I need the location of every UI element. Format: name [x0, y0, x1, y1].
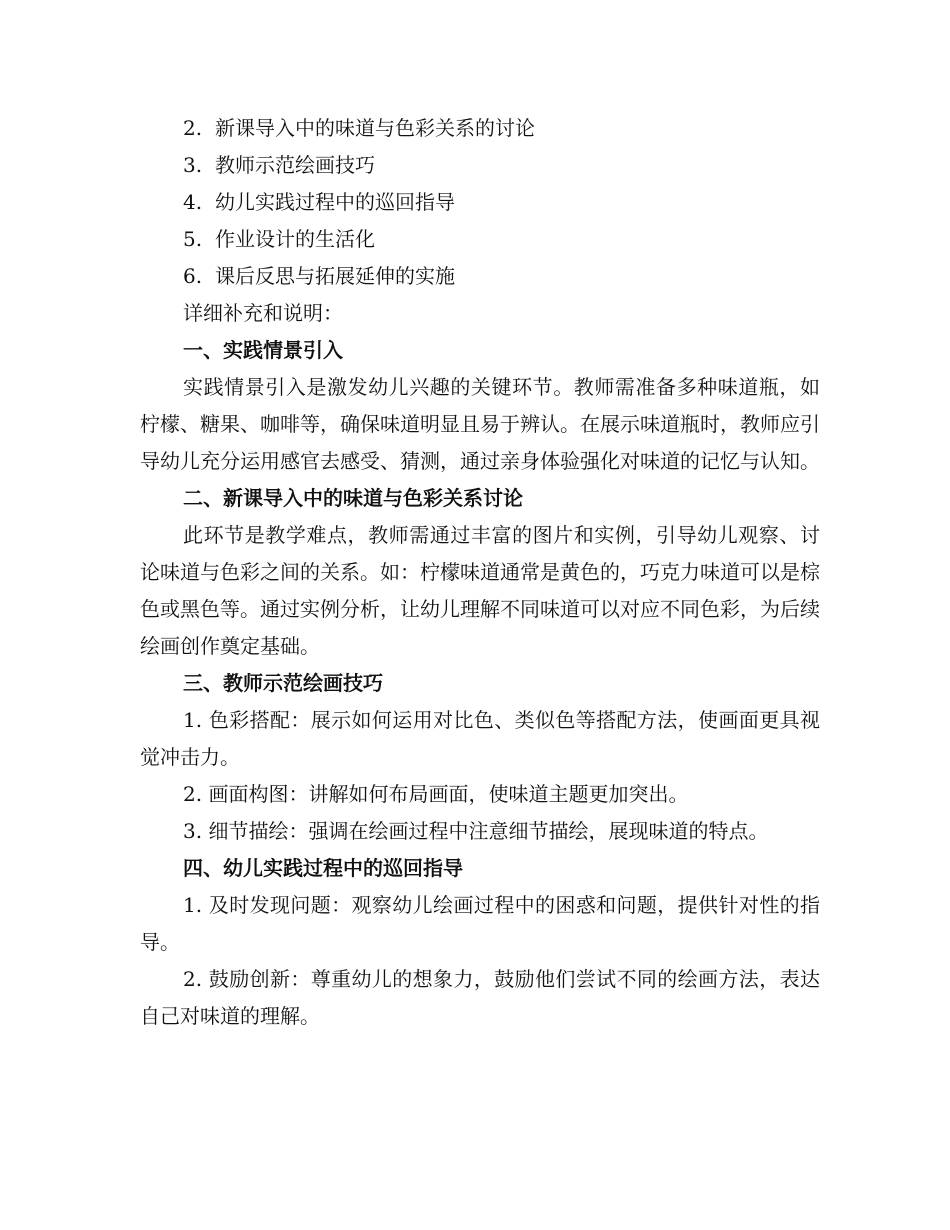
list-item: 1. 及时发现问题：观察幼儿绘画过程中的困惑和问题，提供针对性的指导。: [140, 893, 820, 954]
intro-label: 详细补充和说明：: [183, 301, 343, 325]
section-heading: 四、幼儿实践过程中的巡回指导: [183, 856, 463, 880]
section-heading: 三、教师示范绘画技巧: [183, 671, 383, 695]
outline-item: 3. 教师示范绘画技巧: [183, 153, 375, 177]
section-paragraph: 实践情景引入是激发幼儿兴趣的关键环节。教师需准备多种味道瓶，如柠檬、糖果、咖啡等，确保味道明显且易于辨认。在展示味道瓶时，教师应引导幼儿充分运用感官去感受、猜测，通过亲身体验强化对味道的记忆与认知。: [140, 375, 820, 473]
section-heading: 一、实践情景引入: [183, 338, 343, 362]
section-heading: 二、新课导入中的味道与色彩关系讨论: [183, 486, 523, 510]
outline-item: 6. 课后反思与拓展延伸的实施: [183, 264, 455, 288]
list-item: 1. 色彩搭配：展示如何运用对比色、类似色等搭配方法，使画面更具视觉冲击力。: [140, 708, 820, 769]
list-item: 2. 画面构图：讲解如何布局画面，使味道主题更加突出。: [183, 782, 689, 806]
outline-item: 5. 作业设计的生活化: [183, 227, 375, 251]
list-item: 3. 细节描绘：强调在绘画过程中注意细节描绘，展现味道的特点。: [183, 819, 769, 843]
outline-item: 4. 幼儿实践过程中的巡回指导: [183, 190, 455, 214]
outline-item: 2. 新课导入中的味道与色彩关系的讨论: [183, 116, 535, 140]
section-paragraph: 此环节是教学难点，教师需通过丰富的图片和实例，引导幼儿观察、讨论味道与色彩之间的关系。如：柠檬味道通常是黄色的，巧克力味道可以是棕色或黑色等。通过实例分析，让幼儿理解不同味道可以对应不同色彩，为后续绘画创作奠定基础。: [140, 523, 820, 658]
list-item: 2. 鼓励创新：尊重幼儿的想象力，鼓励他们尝试不同的绘画方法，表达自己对味道的理解。: [140, 967, 820, 1028]
outline-list: [140, 110, 820, 295]
